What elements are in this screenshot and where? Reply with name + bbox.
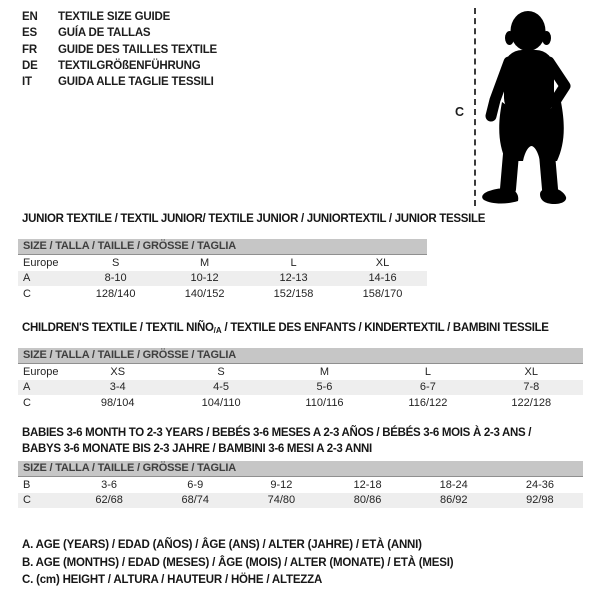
column-header: L: [290, 256, 297, 269]
cell: 140/152: [184, 287, 225, 300]
language-legend: [22, 9, 217, 90]
cell: 6-7: [376, 380, 479, 396]
row-label: B: [23, 478, 31, 491]
cell: 116/122: [408, 396, 448, 409]
junior-table-title: JUNIOR TEXTILE / TEXTIL JUNIOR/ TEXTILE JUNIOR / JUNIORTEXTIL / JUNIOR TESSILE: [22, 213, 486, 225]
junior-table: [18, 239, 427, 302]
column-header: XL: [524, 365, 539, 378]
title-line-2: BABYS 3-6 MONATE BIS 2-3 JAHRE / BAMBINI 3-6 MESI A 2-3 ANNI: [22, 442, 372, 455]
column-header: XL: [375, 256, 390, 269]
lang-code: DE: [22, 59, 38, 72]
babies-size-table: [18, 477, 583, 508]
title-text: CHILDREN'S TEXTILE / TEXTIL NIÑO: [22, 322, 214, 334]
height-measure-label: C: [455, 105, 465, 119]
row-label: A: [18, 271, 71, 287]
lang-code: EN: [22, 11, 38, 23]
cell: 62/68: [66, 493, 152, 509]
cell: 3-6: [101, 478, 118, 491]
babies-table: [18, 461, 583, 508]
cell: 24-36: [525, 478, 554, 491]
lang-row-en: [22, 9, 217, 25]
title-text: / TEXTILE DES ENFANTS / KINDERTEXTIL / BAMBINI TESSILE: [221, 322, 549, 334]
junior-size-table: [18, 255, 427, 302]
column-header: Europe: [23, 365, 59, 378]
note-age-months: B. AGE (MONTHS) / EDAD (MESES) / ÂGE (MOIS) / ALTER (MONATE) / ETÀ (MESI): [22, 556, 454, 569]
cell: 128/140: [95, 287, 136, 300]
table-row: [18, 395, 583, 411]
cell: 158/170: [362, 287, 403, 300]
cell: 12-13: [249, 271, 338, 287]
cell: 7-8: [480, 380, 583, 396]
lang-row-fr: [22, 42, 217, 58]
column-header: S: [111, 256, 120, 269]
lang-label: GUÍA DE TALLAS: [58, 27, 151, 40]
column-header: S: [217, 365, 225, 378]
cell: 110/116: [305, 396, 344, 409]
junior-size-header: SIZE / TALLA / TAILLE / GRÖSSE / TAGLIA: [18, 239, 427, 255]
height-measure-dashed-line: [474, 8, 476, 206]
column-header: M: [200, 256, 210, 269]
column-header: L: [424, 365, 431, 378]
legend-notes: [22, 537, 453, 590]
row-label: C: [23, 287, 31, 300]
cell: 4-5: [169, 380, 272, 396]
row-label: C: [18, 493, 66, 509]
table-row: [18, 364, 583, 380]
cell: 92/98: [497, 493, 583, 509]
note-height-cm: C. (cm) HEIGHT / ALTURA / HAUTEUR / HÖHE / ALTEZZA: [22, 574, 323, 587]
lang-code: ES: [22, 27, 37, 40]
title-line-1: BABIES 3-6 MONTH TO 2-3 YEARS / BEBÉS 3-6 MESES A 2-3 AÑOS / BÉBÉS 3-6 MOIS À 2-3 ANS /: [22, 427, 532, 439]
cell: 104/110: [201, 396, 241, 409]
cell: 18-24: [439, 478, 468, 491]
cell: 14-16: [338, 271, 427, 287]
children-size-header: SIZE / TALLA / TAILLE / GRÖSSE / TAGLIA: [18, 348, 583, 364]
cell: 86/92: [411, 493, 497, 509]
table-row: [18, 477, 583, 493]
cell: 122/128: [511, 396, 552, 409]
note-age-years: A. AGE (YEARS) / EDAD (AÑOS) / ÂGE (ANS) / ALTER (JAHRE) / ETÀ (ANNI): [22, 539, 422, 551]
babies-size-header: SIZE / TALLA / TAILLE / GRÖSSE / TAGLIA: [18, 461, 583, 477]
table-row: [18, 255, 427, 271]
table-row: [18, 380, 583, 396]
lang-label: GUIDA ALLE TAGLIE TESSILI: [58, 76, 214, 89]
cell: 80/86: [324, 493, 410, 509]
lang-code: FR: [22, 43, 37, 56]
table-row: [18, 271, 427, 287]
cell: 152/158: [273, 287, 314, 300]
cell: 5-6: [273, 380, 376, 396]
cell: 74/80: [238, 493, 324, 509]
cell: 6-9: [187, 478, 204, 491]
table-row: [18, 286, 427, 302]
babies-table-title: [22, 426, 531, 457]
cell: 68/74: [152, 493, 238, 509]
cell: 8-10: [71, 271, 160, 287]
column-header: Europe: [23, 256, 59, 269]
lang-row-it: [22, 74, 217, 90]
cell: 3-4: [66, 380, 169, 396]
row-label: A: [18, 380, 66, 396]
row-label: C: [23, 396, 31, 409]
lang-code: IT: [22, 76, 32, 89]
column-header: XS: [110, 365, 126, 378]
lang-label: GUIDE DES TAILLES TEXTILE: [58, 43, 217, 56]
children-table: [18, 348, 583, 411]
lang-row-de: [22, 58, 217, 74]
column-header: M: [319, 365, 330, 378]
cell: 98/104: [100, 396, 135, 409]
cell: 12-18: [353, 478, 382, 491]
children-size-table: [18, 364, 583, 411]
lang-row-es: [22, 25, 217, 41]
children-table-title: [22, 321, 549, 339]
cell: 9-12: [270, 478, 293, 491]
title-subscript: /A: [213, 326, 222, 335]
lang-label: TEXTILE SIZE GUIDE: [58, 11, 171, 23]
lang-label: TEXTILGRÖßENFÜHRUNG: [58, 59, 201, 72]
cell: 10-12: [160, 271, 249, 287]
toddler-silhouette-icon: [477, 4, 589, 212]
table-row: [18, 493, 583, 509]
